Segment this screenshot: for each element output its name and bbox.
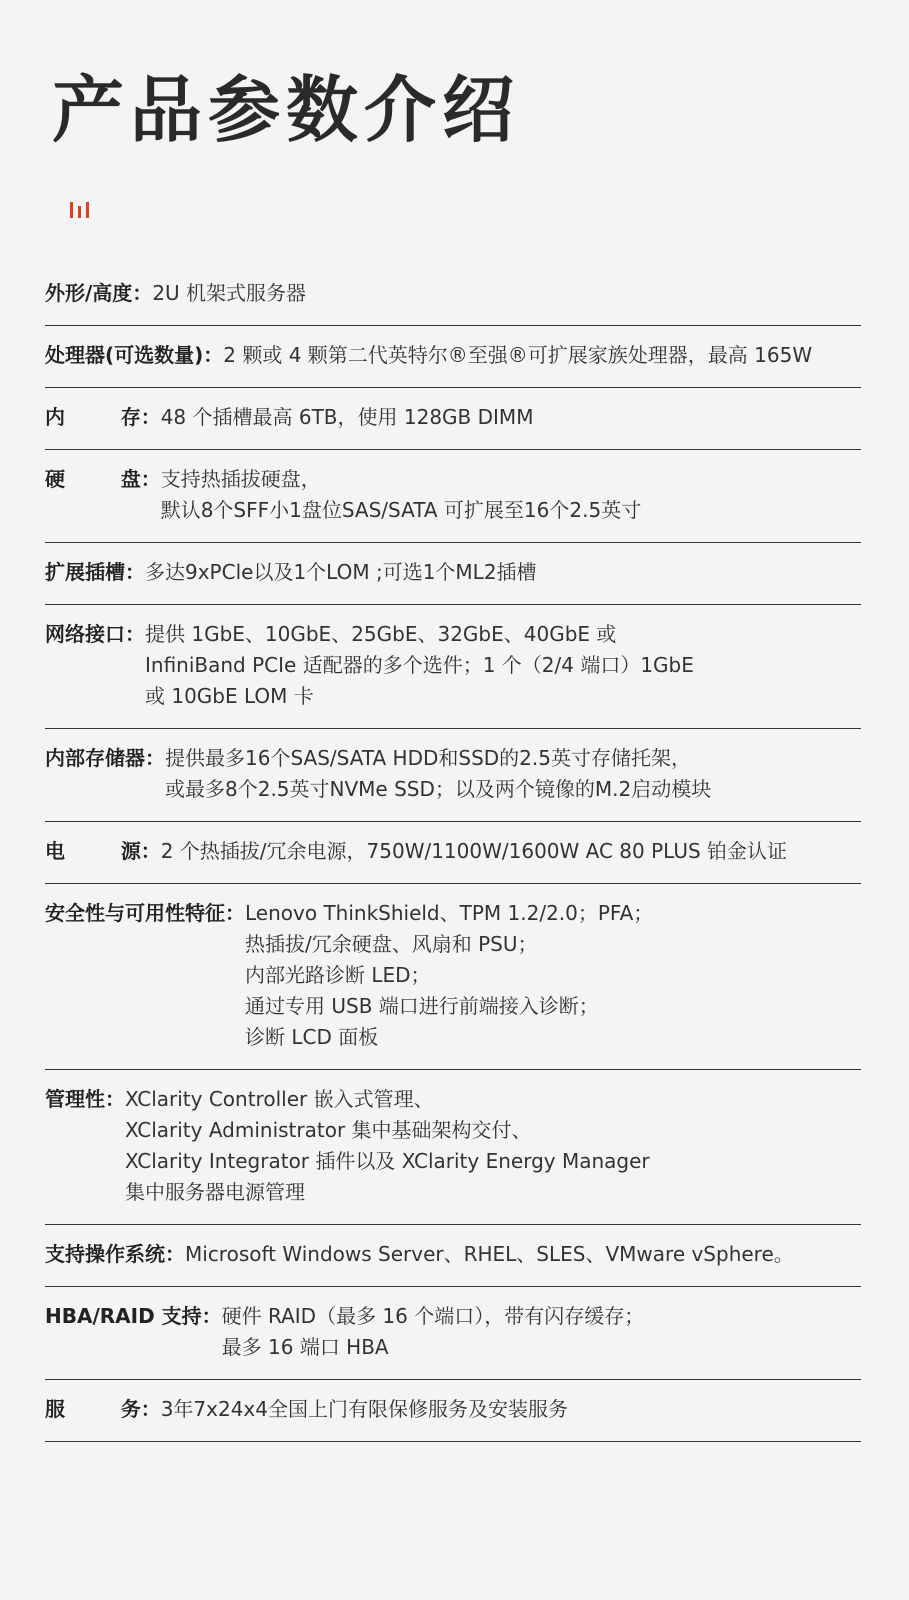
- spec-value-line: Microsoft Windows Server、RHEL、SLES、VMware vSphere。: [185, 1242, 794, 1266]
- spec-label: 网络接口：: [45, 622, 145, 646]
- spec-value-line: 热插拔/冗余硬盘、风扇和 PSU；: [245, 932, 538, 956]
- spec-label: 内部存储器：: [45, 746, 165, 770]
- spec-value: [245, 898, 861, 1053]
- spec-label: 服 务：: [45, 1397, 161, 1421]
- spec-value-line: 诊断 LCD 面板: [245, 1025, 379, 1049]
- spec-row: [45, 1070, 861, 1225]
- spec-label: 支持操作系统：: [45, 1242, 185, 1266]
- spec-value-line: 硬件 RAID（最多 16 个端口），带有闪存缓存；: [221, 1304, 645, 1328]
- spec-label: 电 源：: [45, 839, 161, 863]
- spec-row: [45, 326, 861, 388]
- spec-row: [45, 605, 861, 729]
- spec-value-line: 多达9xPCle以及1个LOM ;可选1个ML2插槽: [145, 560, 537, 584]
- spec-value-line: XClarity Controller 嵌入式管理、: [125, 1087, 434, 1111]
- spec-row: [45, 264, 861, 326]
- spec-value-line: InfiniBand PCIe 适配器的多个选件；1 个（2/4 端口）1GbE: [145, 653, 694, 677]
- spec-value: [145, 557, 861, 588]
- spec-label: 安全性与可用性特征：: [45, 901, 245, 925]
- spec-value-line: Lenovo ThinkShield、TPM 1.2/2.0；PFA；: [245, 901, 654, 925]
- spec-value: [145, 619, 861, 712]
- spec-label: HBA/RAID 支持：: [45, 1304, 222, 1328]
- spec-row: [45, 388, 861, 450]
- spec-value: [152, 278, 861, 309]
- spec-row: [45, 1287, 861, 1380]
- spec-value: [125, 1084, 861, 1208]
- spec-value-line: 48 个插槽最高 6TB，使用 128GB DIMM: [160, 405, 534, 429]
- spec-value-line: 提供最多16个SAS/SATA HDD和SSD的2.5英寸存储托架，: [165, 746, 691, 770]
- spec-value: [161, 464, 861, 526]
- spec-value-line: 提供 1GbE、10GbE、25GbE、32GbE、40GbE 或: [145, 622, 617, 646]
- accent-bar: [86, 202, 89, 218]
- accent-bar: [70, 202, 73, 218]
- spec-value-line: 通过专用 USB 端口进行前端接入诊断；: [245, 994, 599, 1018]
- spec-row: [45, 543, 861, 605]
- title-accent-mark: [70, 202, 98, 218]
- spec-value: [161, 836, 861, 867]
- spec-value: [161, 1394, 861, 1425]
- spec-label: 处理器(可选数量)：: [45, 343, 224, 367]
- spec-label: 内 存：: [45, 405, 161, 429]
- spec-label: 管理性：: [45, 1087, 125, 1111]
- spec-value: [223, 340, 861, 371]
- spec-value-line: 默认8个SFF小1盘位SAS/SATA 可扩展至16个2.5英寸: [160, 498, 642, 522]
- spec-value: [161, 402, 861, 433]
- spec-value-line: 支持热插拔硬盘，: [160, 467, 321, 491]
- spec-value-line: 内部光路诊断 LED；: [245, 963, 431, 987]
- spec-row: [45, 1225, 861, 1287]
- spec-row: [45, 822, 861, 884]
- spec-value-line: 2U 机架式服务器: [152, 281, 307, 305]
- spec-row: [45, 1380, 861, 1442]
- spec-label: 外形/高度：: [45, 281, 153, 305]
- spec-table: [45, 264, 861, 1442]
- spec-value-line: 3年7x24x4全国上门有限保修服务及安装服务: [160, 1397, 568, 1421]
- spec-value-line: 或 10GbE LOM 卡: [145, 684, 314, 708]
- accent-bar: [78, 206, 81, 218]
- spec-value-line: 2 颗或 4 颗第二代英特尔®至强®可扩展家族处理器，最高 165W: [223, 343, 813, 367]
- spec-label: 硬 盘：: [45, 467, 161, 491]
- spec-row: [45, 450, 861, 543]
- spec-value-line: 或最多8个2.5英寸NVMe SSD；以及两个镜像的M.2启动模块: [165, 777, 712, 801]
- page-title: 产品参数介绍: [52, 68, 521, 152]
- spec-value: [165, 743, 861, 805]
- spec-value: [222, 1301, 861, 1363]
- spec-value-line: XClarity Integrator 插件以及 XClarity Energy Manager: [125, 1149, 650, 1173]
- spec-value-line: 最多 16 端口 HBA: [221, 1335, 389, 1359]
- spec-row: [45, 729, 861, 822]
- spec-value-line: 2 个热插拔/冗余电源，750W/1100W/1600W AC 80 PLUS 铂金认证: [160, 839, 788, 863]
- spec-label: 扩展插槽：: [45, 560, 145, 584]
- spec-row: [45, 884, 861, 1070]
- spec-value: [185, 1239, 861, 1270]
- spec-value-line: 集中服务器电源管理: [125, 1180, 305, 1204]
- spec-value-line: XClarity Administrator 集中基础架构交付、: [125, 1118, 532, 1142]
